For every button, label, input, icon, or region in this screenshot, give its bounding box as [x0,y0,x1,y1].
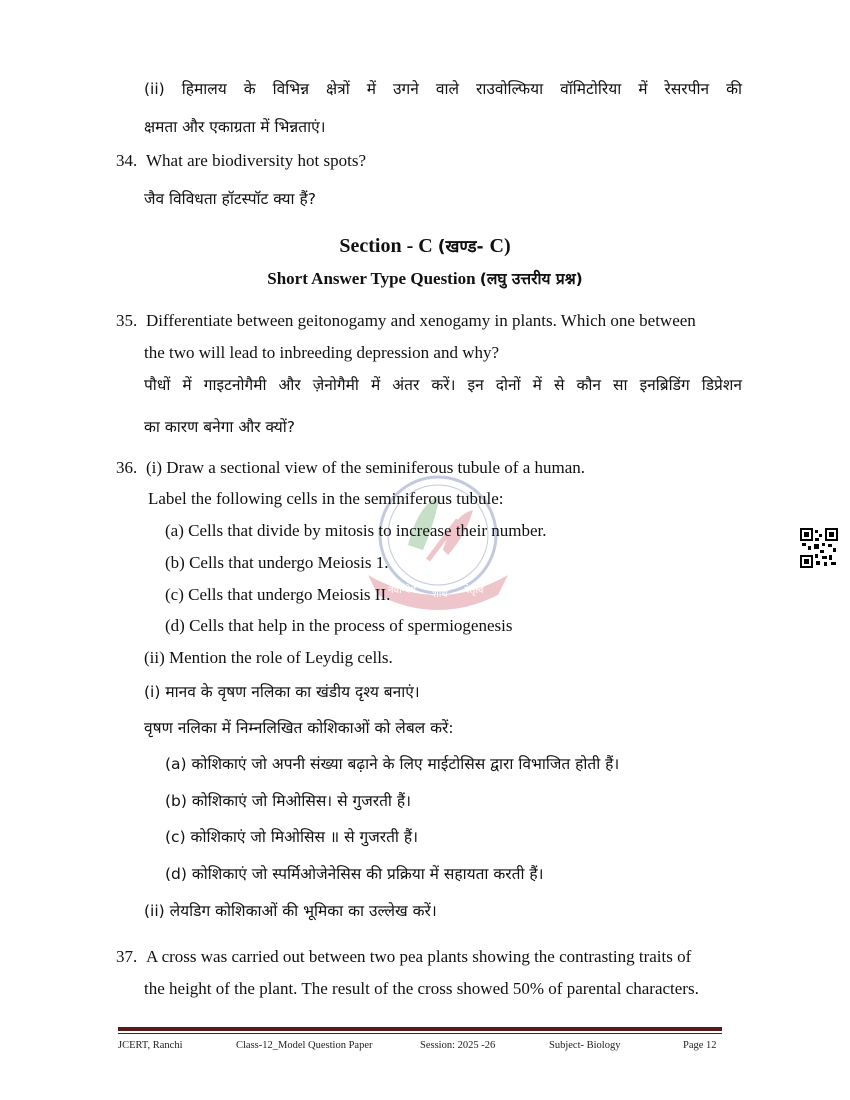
watermark-text-2: शोध [432,589,448,600]
watermark-text-1: नवान्वेष [388,585,417,596]
question-35-hindi-1: पौधों में गाइटनोगैमी और ज़ेनोगैमी में अंतर करें। इन दोनों में से कौन सा इनब्रिडिंग डिप्रेशन [144,376,742,394]
footer-session: Session: 2025 -26 [420,1040,496,1051]
question-36-part-i: (i) Draw a sectional view of the seminiferous tubule of a human. [146,458,586,477]
question-37-line1 [116,946,742,968]
footer-rule-thin [118,1033,722,1034]
question-35-english-1: Differentiate between geitonogamy and xenogamy in plants. Which one between [146,311,696,330]
footer-subject: Subject- Biology [549,1040,621,1051]
question-36-hindi-option-c: (c) कोशिकाएं जो मिओसिस ॥ से गुजरती हैं। [165,828,418,846]
footer-org: JCERT, Ranchi [118,1040,183,1051]
qr-code-icon[interactable] [800,528,838,568]
section-heading-hindi: (खण्ड- [437,237,490,257]
question-36-hindi-part-ii: (ii) लेयडिग कोशिकाओं की भूमिका का उल्लेख करें। [144,902,437,920]
section-subheading [0,268,850,290]
subheading-english: Short Answer Type Question [267,269,480,288]
question-36-label-instruction: Label the following cells in the seminiferous tubule: [148,489,504,508]
question-35-line1 [116,310,742,332]
question-number: 37. [116,947,138,966]
question-number: 35. [116,311,138,330]
question-36-option-c: (c) Cells that undergo Meiosis II. [165,585,391,604]
question-number: 36. [116,458,138,477]
question-number: 34. [116,151,138,170]
q33-part-ii-line1: (ii) हिमालय के विभिन्न क्षेत्रों में उगने वाले राउवोल्फिया वॉमिटोरिया में रेसरपीन की [144,80,742,98]
question-36-option-b: (b) Cells that undergo Meiosis 1. [165,553,389,572]
section-heading-english: Section - C [339,235,438,257]
subheading-hindi: (लघु उत्तरीय प्रश्न) [479,270,583,288]
question-34-hindi: जैव विविधता हॉटस्पॉट क्या हैं? [144,190,316,208]
question-35-english-2: the two will lead to inbreeding depression and why? [144,343,500,362]
question-37-english-1: A cross was carried out between two pea plants showing the contrasting traits of [146,947,692,966]
question-36-hindi-label: वृषण नलिका में निम्नलिखित कोशिकाओं को लेबल करें: [144,719,454,737]
question-36-option-a: (a) Cells that divide by mitosis to increase their number. [165,521,547,540]
q33-part-ii-line2: क्षमता और एकाग्रता में भिन्नताएं। [144,118,326,136]
watermark-text-3: नेतृत्व [464,585,484,596]
section-heading [0,235,850,258]
question-35-hindi-2: का कारण बनेगा और क्यों? [144,418,296,436]
question-34-english: What are biodiversity hot spots? [146,151,367,170]
footer-paper: Class-12_Model Question Paper [236,1040,373,1051]
footer-page-number: Page 12 [683,1040,717,1051]
question-34 [116,150,366,172]
question-36-hindi-option-d: (d) कोशिकाएं जो स्पर्मिओजेनेसिस की प्रक्रिया में सहायता करती हैं। [165,865,544,883]
footer-rule-thick [118,1027,722,1031]
question-36-hindi-option-a: (a) कोशिकाएं जो अपनी संख्या बढ़ाने के लिए माईटोसिस द्वारा विभाजित होती हैं। [165,755,620,773]
question-36-hindi-option-b: (b) कोशिकाएं जो मिओसिस। से गुजरती हैं। [165,792,411,810]
question-36-option-d: (d) Cells that help in the process of spermiogenesis [165,616,513,635]
question-36-part-ii: (ii) Mention the role of Leydig cells. [144,648,393,667]
question-36-line1 [116,457,585,479]
question-37-english-2: the height of the plant. The result of the cross showed 50% of parental characters. [144,979,699,998]
question-36-hindi-part-i: (i) मानव के वृषण नलिका का खंडीय दृश्य बनाएं। [144,683,420,701]
section-heading-letter: C) [489,235,511,257]
